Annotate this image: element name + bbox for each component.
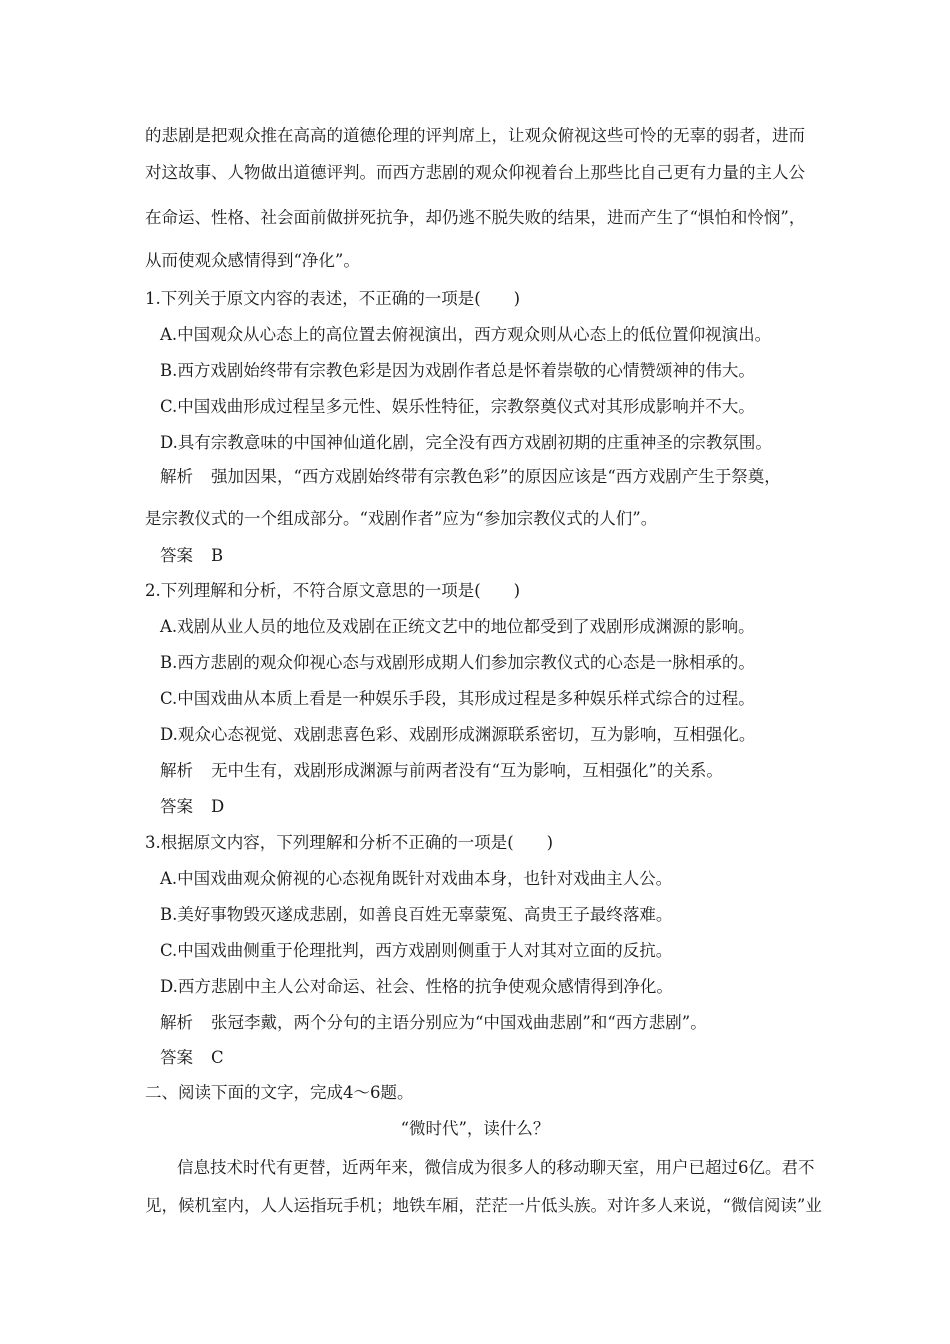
q3-analysis-text: 张冠李戴，两个分句的主语分别应为“中国戏曲悲剧”和“西方悲剧”。: [211, 1013, 707, 1032]
intro-line-4: 从而使观众感情得到“净化”。: [145, 251, 360, 270]
q2-analysis: [160, 760, 723, 782]
q3-option-c: C.中国戏曲侧重于伦理批判，西方戏剧则侧重于人对其对立面的反抗。: [160, 941, 673, 960]
q2-analysis-text: 无中生有，戏剧形成渊源与前两者没有“互为影响，互相强化”的关系。: [211, 761, 723, 780]
q2-stem: 2.下列理解和分析，不符合原文意思的一项是( ): [145, 581, 521, 600]
q1-option-c: C.中国戏曲形成过程呈多元性、娱乐性特征，宗教祭奠仪式对其形成影响并不大。: [160, 397, 755, 416]
q1-analysis-line-2: 是宗教仪式的一个组成部分。“戏剧作者”应为“参加宗教仪式的人们”。: [145, 509, 658, 528]
q3-analysis: [160, 1012, 707, 1034]
q1-answer-value: B: [211, 546, 224, 565]
q2-answer: [160, 796, 224, 818]
q2-option-c: C.中国戏曲从本质上看是一种娱乐手段，其形成过程是多种娱乐样式综合的过程。: [160, 689, 755, 708]
q1-answer: [160, 545, 223, 567]
section2-para-line-2: 见，候机室内，人人运指玩手机；地铁车厢，茫茫一片低头族。对许多人来说，“微信阅读”业: [145, 1196, 822, 1215]
q1-option-a: A.中国观众从心态上的高位置去俯视演出，西方观众则从心态上的低位置仰视演出。: [160, 325, 772, 344]
intro-line-1: 的悲剧是把观众推在高高的道德伦理的评判席上，让观众俯视这些可怜的无辜的弱者，进而: [145, 126, 805, 145]
q1-stem: 1.下列关于原文内容的表述，不正确的一项是( ): [145, 289, 521, 308]
q3-analysis-label: 解析: [160, 1013, 193, 1032]
q1-analysis-text-1: 强加因果，“西方戏剧始终带有宗教色彩”的原因应该是“西方戏剧产生于祭奠，: [211, 467, 781, 486]
q2-option-d: D.观众心态视觉、戏剧悲喜色彩、戏剧形成渊源联系密切，互为影响，互相强化。: [160, 725, 756, 744]
section2-title: “微时代”，读什么？: [400, 1119, 550, 1138]
q3-answer: [160, 1047, 224, 1069]
q1-option-d: D.具有宗教意味的中国神仙道化剧，完全没有西方戏剧初期的庄重神圣的宗教氛围。: [160, 433, 772, 452]
q3-option-b: B.美好事物毁灭遂成悲剧，如善良百姓无辜蒙冤、高贵王子最终落难。: [160, 905, 673, 924]
q3-option-a: A.中国戏曲观众俯视的心态视角既针对戏曲本身，也针对戏曲主人公。: [160, 869, 673, 888]
q3-stem: 3.根据原文内容，下列理解和分析不正确的一项是( ): [145, 833, 554, 852]
q2-answer-label: 答案: [160, 797, 193, 816]
q1-analysis-label: 解析: [160, 467, 193, 486]
q3-answer-label: 答案: [160, 1048, 193, 1067]
q2-option-b: B.西方悲剧的观众仰视心态与戏剧形成期人们参加宗教仪式的心态是一脉相承的。: [160, 653, 755, 672]
q3-answer-value: C: [211, 1048, 224, 1067]
q2-option-a: A.戏剧从业人员的地位及戏剧在正统文艺中的地位都受到了戏剧形成渊源的影响。: [160, 617, 755, 636]
q1-answer-label: 答案: [160, 546, 193, 565]
q2-analysis-label: 解析: [160, 761, 193, 780]
section2-para-line-1: 信息技术时代有更替，近两年来，微信成为很多人的移动聊天室，用户已超过6亿。君不: [177, 1158, 815, 1177]
q1-analysis-line-1: [160, 466, 781, 488]
section2-heading: 二、阅读下面的文字，完成4～6题。: [145, 1083, 414, 1102]
q2-answer-value: D: [211, 797, 225, 816]
q3-option-d: D.西方悲剧中主人公对命运、社会、性格的抗争使观众感情得到净化。: [160, 977, 673, 996]
q1-option-b: B.西方戏剧始终带有宗教色彩是因为戏剧作者总是怀着崇敬的心情赞颂神的伟大。: [160, 361, 755, 380]
intro-line-2: 对这故事、人物做出道德评判。而西方悲剧的观众仰视着台上那些比自己更有力量的主人公: [145, 163, 805, 182]
intro-line-3: 在命运、性格、社会面前做拼死抗争，却仍逃不脱失败的结果，进而产生了“惧怕和怜悯”，: [145, 208, 806, 227]
